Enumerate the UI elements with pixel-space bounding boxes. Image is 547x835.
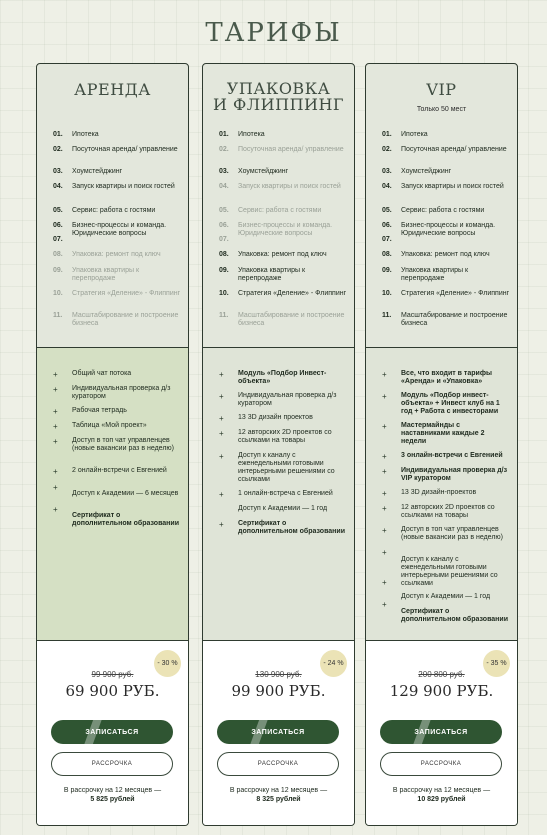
bonus-item: Индивидуальная проверка д/з VIP куратором: [401, 467, 508, 482]
tariff-card-flipping: [202, 63, 355, 826]
discount-badge: - 30 %: [154, 650, 181, 677]
bonus-section: [203, 348, 354, 641]
installment-button[interactable]: РАССРОЧКА: [380, 752, 502, 776]
feature-item: 03. Хоумстейджинг: [382, 168, 452, 175]
feature-item: 09. Упаковка квартиры к перепродаже: [382, 267, 469, 282]
bonus-item: Индивидуальная проверка д/з куратором: [72, 385, 171, 400]
installment-text: В рассрочку на 12 месяцев —: [63, 787, 162, 794]
plus-icon: +: [382, 578, 387, 587]
plus-icon: +: [382, 489, 387, 498]
plus-icon: +: [53, 505, 58, 514]
feature-item: 07.: [382, 236, 392, 243]
plus-icon: +: [53, 467, 58, 476]
feature-item: 06. Бизнес-процессы и команда. Юридические вопросы: [53, 222, 167, 237]
bonus-item: Сертификат о дополнительном образовании: [238, 520, 346, 535]
feature-item: 09. Упаковка квартиры к перепродаже: [219, 267, 306, 282]
plus-icon: +: [53, 422, 58, 431]
plus-icon: +: [382, 600, 387, 609]
feature-item: 03. Хоумстейджинг: [219, 168, 289, 175]
bonus-item: Доступ к каналу с еженедельными готовыми интерьерными решениями со ссылками: [238, 452, 335, 483]
plus-icon: +: [382, 467, 387, 476]
price-section: [366, 641, 517, 826]
installment-amount: 8 325 рублей: [256, 796, 301, 803]
bonus-item: Таблица «Мой проект»: [72, 422, 147, 429]
card-header: [37, 64, 188, 348]
installment-button[interactable]: РАССРОЧКА: [51, 752, 173, 776]
feature-item: 05. Сервис: работа с гостями: [219, 207, 322, 214]
installment-amount: 5 825 рублей: [90, 796, 135, 803]
bonus-item: Доступ к Академии — 1 год: [401, 593, 491, 600]
bonus-item: Все, что входит в тарифы «Аренда» и «Упаковка»: [401, 370, 492, 385]
bonus-item: Доступ к каналу с еженедельными готовыми интерьерными решениями со ссылками: [401, 556, 498, 587]
feature-item: 09. Упаковка квартиры к перепродаже: [53, 267, 140, 282]
feature-item: 10. Стратегия «Деление» - Флиппинг: [382, 290, 510, 297]
plus-icon: +: [219, 370, 224, 379]
discount-badge: - 35 %: [483, 650, 510, 677]
feature-item: 01. Ипотека: [53, 131, 99, 138]
bonus-item: Доступ к Академии — 1 год: [238, 505, 328, 512]
signup-button[interactable]: [217, 720, 339, 744]
installment-info: [366, 786, 517, 804]
bonus-section: [366, 348, 517, 641]
feature-item: 04. Запуск квартиры и поиск гостей: [53, 183, 175, 190]
feature-item: 04. Запуск квартиры и поиск гостей: [382, 183, 504, 190]
signup-button-label: ЗАПИСАТЬСЯ: [251, 728, 305, 736]
feature-item: 07.: [53, 236, 63, 243]
card-header: [366, 64, 517, 348]
bonus-item: 1 онлайн-встреча с Евгенией: [238, 490, 333, 497]
bonus-item: Доступ к Академии — 6 месяцев: [72, 490, 179, 497]
plus-icon: +: [219, 520, 224, 529]
feature-item: 02. Посуточная аренда/ управление: [219, 146, 344, 153]
feature-item: 06. Бизнес-процессы и команда. Юридические вопросы: [219, 222, 333, 237]
feature-item: 01. Ипотека: [219, 131, 265, 138]
feature-item: 11. Масштабирование и построение бизнеса: [53, 312, 179, 327]
signup-button-label: ЗАПИСАТЬСЯ: [85, 728, 139, 736]
installment-amount: 10 829 рублей: [417, 796, 466, 803]
bonus-item: Доступ в топ чат управленцев (новые вакансии раз в неделю): [72, 437, 174, 452]
plus-icon: +: [382, 504, 387, 513]
plus-icon: +: [53, 385, 58, 394]
bonus-item: 2 онлайн-встречи с Евгенией: [72, 467, 167, 474]
feature-item: 06. Бизнес-процессы и команда. Юридические вопросы: [382, 222, 496, 237]
plus-icon: +: [53, 483, 58, 492]
plus-icon: +: [382, 526, 387, 535]
price: 69 900 РУБ.: [65, 682, 160, 700]
old-price: 200 800 руб.: [418, 670, 465, 679]
price-section: [203, 641, 354, 826]
plus-icon: +: [219, 490, 224, 499]
installment-button[interactable]: РАССРОЧКА: [217, 752, 339, 776]
signup-button[interactable]: [380, 720, 502, 744]
limited-seats-note: Только 50 мест: [416, 106, 467, 113]
card-header: [203, 64, 354, 348]
plus-icon: +: [219, 452, 224, 461]
feature-item: 10. Стратегия «Деление» - Флиппинг: [219, 290, 347, 297]
plus-icon: +: [53, 407, 58, 416]
bonus-item: 12 авторских 2D проектов со ссылками на товары: [238, 429, 332, 444]
bonus-item: Доступ в топ чат управленцев (новые вакансии раз в неделю): [401, 526, 503, 541]
bonus-item: Общий чат потока: [72, 370, 132, 377]
feature-item: 04. Запуск квартиры и поиск гостей: [219, 183, 341, 190]
bonus-item: Сертификат о дополнительном образовании: [72, 512, 180, 527]
feature-item: 05. Сервис: работа с гостями: [53, 207, 156, 214]
feature-item: 02. Посуточная аренда/ управление: [53, 146, 178, 153]
feature-item: 11. Масштабирование и построение бизнеса: [219, 312, 345, 327]
signup-button-label: ЗАПИСАТЬСЯ: [414, 728, 468, 736]
tariff-card-rent: [36, 63, 189, 826]
feature-item: 08. Упаковка: ремонт под ключ: [219, 251, 327, 258]
feature-item: 03. Хоумстейджинг: [53, 168, 123, 175]
card-title: АРЕНДА: [74, 80, 151, 99]
plus-icon: +: [219, 414, 224, 423]
plus-icon: +: [53, 437, 58, 446]
installment-info: [37, 786, 188, 804]
bonus-item: Рабочая тетрадь: [72, 407, 127, 414]
feature-item: 05. Сервис: работа с гостями: [382, 207, 485, 214]
bonus-section: [37, 348, 188, 641]
plus-icon: +: [219, 429, 224, 438]
feature-item: 02. Посуточная аренда/ управление: [382, 146, 507, 153]
installment-text: В рассрочку на 12 месяцев —: [229, 787, 328, 794]
installment-info: [203, 786, 354, 804]
old-price: 130 900 руб.: [255, 670, 302, 679]
plus-icon: +: [382, 548, 387, 557]
plus-icon: +: [382, 370, 387, 379]
feature-item: 07.: [219, 236, 229, 243]
bonus-item: 12 авторских 2D проектов со ссылками на товары: [401, 504, 495, 519]
price: 129 900 РУБ.: [389, 682, 494, 700]
installment-text: В рассрочку на 12 месяцев —: [392, 787, 491, 794]
bonus-item: 13 3D дизайн проектов: [238, 414, 313, 421]
bonus-item: Индивидуальная проверка д/з куратором: [238, 392, 337, 407]
bonus-item: Сертификат о дополнительном образовании: [401, 608, 509, 623]
feature-item: 11. Масштабирование и построение бизнеса: [382, 312, 508, 327]
price-section: [37, 641, 188, 826]
bonus-item: Модуль «Подбор инвест-объекта» + Инвест клуб на 1 год + Работа с инвесторами: [401, 392, 500, 415]
feature-item: 10. Стратегия «Деление» - Флиппинг: [53, 290, 181, 297]
feature-item: 01. Ипотека: [382, 131, 428, 138]
card-title: УПАКОВКА: [226, 79, 331, 98]
plus-icon: +: [382, 452, 387, 461]
price: 99 900 РУБ.: [231, 682, 326, 700]
plus-icon: +: [382, 392, 387, 401]
bonus-item: Мастермайнды с наставниками каждые 2 недели: [401, 422, 485, 445]
page-title: ТАРИФЫ: [205, 18, 342, 48]
discount-badge: - 24 %: [320, 650, 347, 677]
plus-icon: +: [219, 392, 224, 401]
old-price: 99 900 руб.: [91, 670, 134, 679]
card-title: VIP: [426, 80, 457, 99]
tariff-card-vip: [365, 63, 518, 826]
signup-button[interactable]: [51, 720, 173, 744]
plus-icon: +: [382, 422, 387, 431]
plus-icon: +: [53, 370, 58, 379]
card-title-line2: И ФЛИППИНГ: [212, 95, 345, 114]
feature-item: 08. Упаковка: ремонт под ключ: [53, 251, 161, 258]
feature-item: 08. Упаковка: ремонт под ключ: [382, 251, 490, 258]
bonus-item: Модуль «Подбор Инвест-объекта»: [238, 370, 327, 385]
bonus-item: 3 онлайн-встречи с Евгенией: [401, 452, 503, 459]
bonus-item: 13 3D дизайн-проектов: [401, 489, 477, 496]
